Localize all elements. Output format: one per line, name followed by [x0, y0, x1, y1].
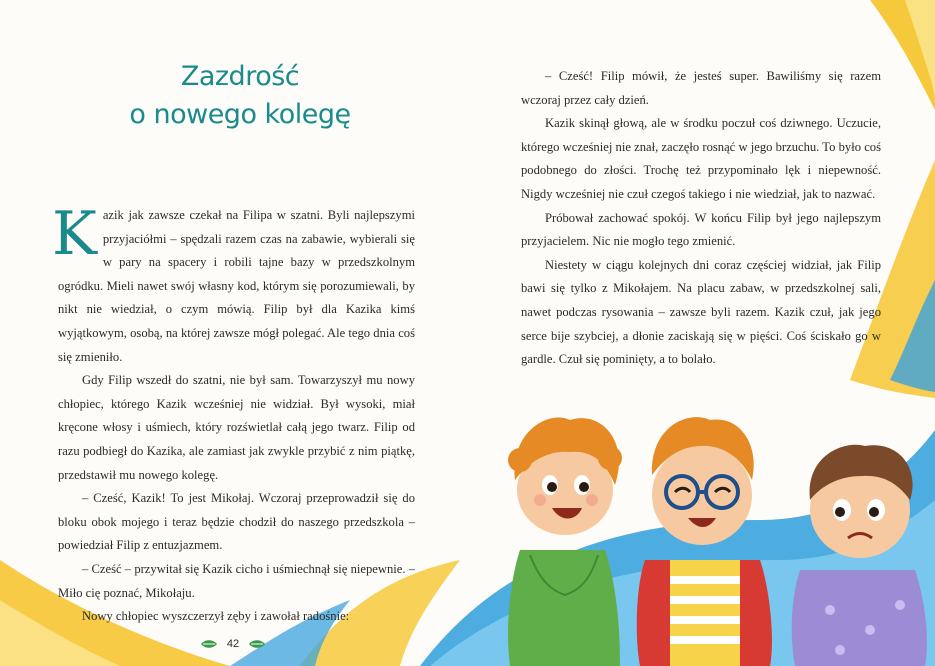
paragraph: – Cześć, Kazik! To jest Mikołaj. Wczoraj przeprowadził się do bloku obok mojego i teraz będzie chodził do naszego przedszkola – powiedział Filip z entuzjazmem. [58, 491, 415, 553]
paragraph: azik jak zawsze czekał na Filipa w szatni. Byli najlepszymi przyjaciółmi – spędzali razem czas na zabawie, wybierali się w pary na spacery i robili tajne bazy w przedszkolnym ogródku. Mieli nawet swój własny kod, którym się porozumiewali, by nikt nie wiedział, o czym mówią. Filip był dla Kazika kimś wyjątkowym, osobą, na której zawsze mógł polegać. Ale tego dnia coś się zmieniło. [58, 208, 415, 364]
right-text-column [521, 65, 881, 372]
chapter-title [90, 58, 390, 134]
page-number: 42 [226, 638, 240, 650]
paragraph: Nowy chłopiec wyszczerzył zęby i zawołał radośnie: [82, 609, 350, 624]
left-text-column [52, 199, 415, 629]
paragraph: Próbował zachować spokój. W końcu Filip był jego najlepszym przyjacielem. Nic nie mogło tego zmienić. [521, 210, 881, 249]
three-boys-illustration [470, 380, 935, 666]
chapter-title-line-2: o nowego kolegę [129, 99, 351, 130]
boy-green-hoodie [508, 418, 622, 666]
paragraph: Gdy Filip wszedł do szatni, nie był sam. Towarzyszył mu nowy chłopiec, którego Kazik wcześniej nie widział. Był wysoki, miał kręcone włosy i uśmiech, który rozświetlał całą jego twarz. Filip od razu podbiegł do Kazika, ale zamiast jak zwykle przybić z nim piątkę, przedstawił mu nowego kolegę. [58, 373, 415, 482]
paragraph: Kazik skinął głową, ale w środku poczuł coś dziwnego. Uczucie, którego wcześniej nie znał, zaczęło rosnąć w jego brzuchu. To było coś podobnego do złości. Trochę też przypominało lęk i niepewność. Nigdy wcześniej nie czuł czegoś takiego i nie wiedział, jak to nazwać. [521, 116, 881, 201]
paragraph: – Cześć – przywitał się Kazik cicho i uśmiechnął się niepewnie. – Miło cię poznać, Mikołaju. [58, 561, 415, 600]
paragraph: – Cześć! Filip mówił, że jesteś super. Bawiliśmy się razem wczoraj przez cały dzień. [521, 69, 881, 107]
chapter-title-line-1: Zazdrość [180, 61, 300, 92]
page-footer [200, 636, 266, 652]
boy-purple-sweater [792, 445, 927, 666]
leaf-ornament-icon [200, 639, 218, 649]
leaf-ornament-icon [248, 639, 266, 649]
paragraph: Niestety w ciągu kolejnych dni coraz częściej widział, jak Filip bawi się tylko z Mikołajem. Na placu zabaw, w przedszkolnej sali, nawet podczas rysowania – zawsze byli razem. Kazik czuł, jak jego serce bije szybciej, a dłonie zaciskają się w pięści. Coś ściskało go w gardle. Czuł się pominięty, a to bolało. [521, 257, 881, 367]
drop-cap: K [52, 199, 97, 269]
boy-with-glasses [637, 417, 772, 666]
